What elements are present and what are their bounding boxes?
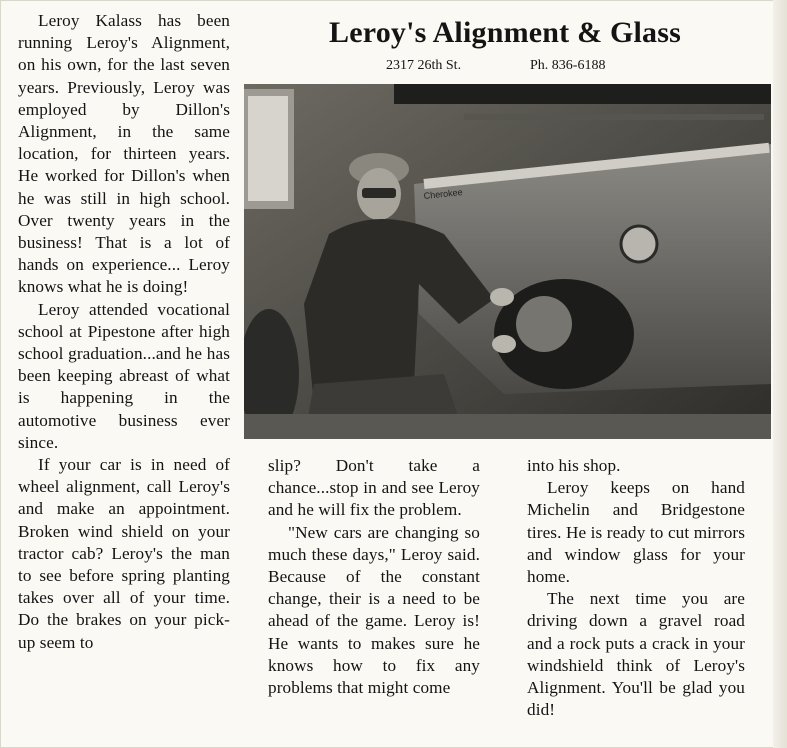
paper-edge (773, 0, 787, 748)
paragraph-4: slip? Don't take a chance...stop in and see Leroy and he will fix the problem. (268, 456, 480, 520)
paragraph-1: Leroy Kalass has been running Leroy's Alignment, on his own, for the last seven years. Previously, Leroy was employed by Dillon's Alignment, in the same location, for thirteen years. He worked for Dillon's when he was still in high school. Over twenty years in the business! That is a lot of hands on experience... Leroy knows what he is doing! (18, 11, 230, 297)
paragraph-2: Leroy attended vocational school at Pipestone after high school graduation...and he has been keeping abreast of what is happening in the automotive business ever since. (18, 299, 230, 452)
car-badge: Cherokee (423, 186, 464, 201)
paragraph-7: Leroy keeps on hand Michelin and Bridgestone tires. He is ready to cut mirrors and window glass for your home. (527, 478, 745, 587)
article-column-3 (527, 455, 745, 721)
article-column-2 (268, 455, 480, 699)
phone-number: Ph. 836-6188 (530, 58, 606, 73)
paragraph-5: "New cars are changing so much these days," Leroy said. Because of the constant change, their is a need to be ahead of the game. Leroy is! He wants to makes sure he knows how to fix any problems that might come (268, 522, 480, 698)
paragraph-3: If your car is in need of wheel alignment, call Leroy's and make an appointment. Broken wind shield on your tractor cab? Leroy's the man to see before spring planting takes over all of your time. Do the brakes on your pick-up seem to (18, 455, 230, 652)
paragraph-6: into his shop. (527, 456, 621, 475)
ad-title: Leroy's Alignment & Glass (329, 16, 681, 49)
address: 2317 26th St. (386, 58, 462, 73)
paragraph-8: The next time you are driving down a gravel road and a rock puts a crack in your windshield think of Leroy's Alignment. You'll be glad you did! (527, 589, 745, 720)
shop-photo (244, 84, 771, 439)
article-column-1 (18, 10, 230, 654)
